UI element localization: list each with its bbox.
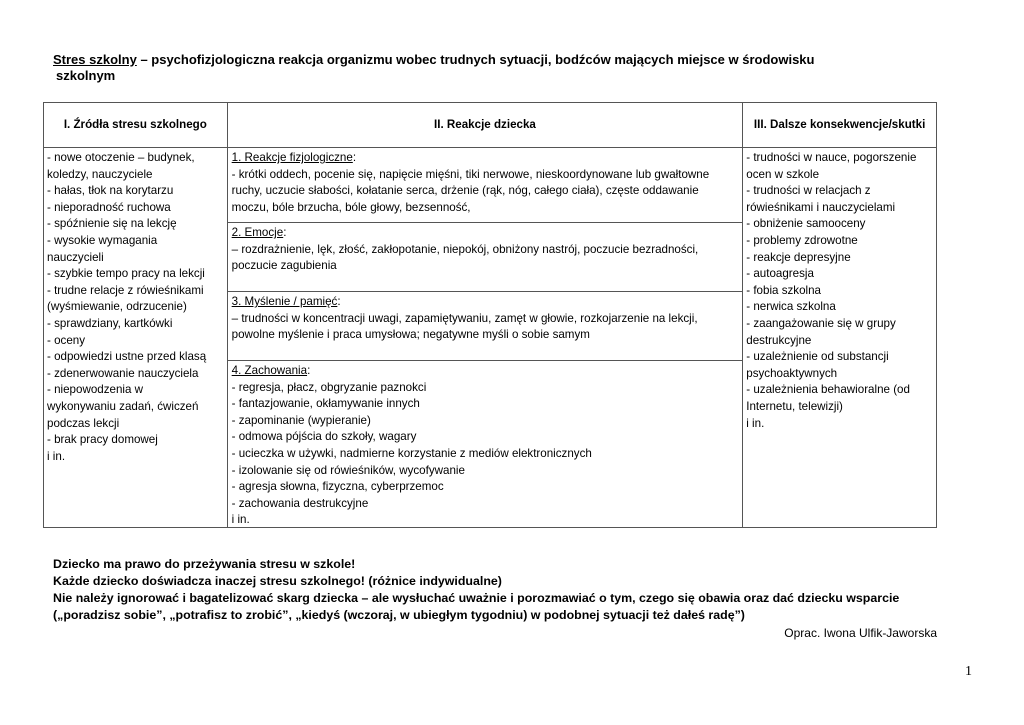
reaction-heading: 2. Emocje — [231, 226, 284, 239]
reaction-behaviour: 4. Zachowania: - regresja, płacz, obgryzanie paznokci - fantazjowanie, okłamywanie innych - zapominanie (wypieranie) - odmowa pójścia do szkoły, wagary - ucieczka w używki, nadmierne korzystanie z mediów elektronicznych - izolowanie się od rówieśników, wycofywanie - agresja słowna, fizyczna, cyberprzemoc - zachowania destrukcyjne i in. — [228, 361, 743, 527]
footer-notes — [53, 556, 953, 624]
reaction-physiological: 1. Reakcje fizjologiczne: - krótki oddech, pocenie się, napięcie mięśni, tiki nerwowe, nieskoordynowane lub gwałtowne ruchy, uczucie słabości, kołatanie serca, drżenie (rąk, nóg, całego ciała), częste oddawanie moczu, bóle brzucha, bóle głowy, bezsenność, — [228, 148, 743, 223]
reaction-thinking: 3. Myślenie / pamięć: – trudności w koncentracji uwagi, zapamiętywaniu, zamęt w głowie, rozkojarzenie na lekcji, powolne myślenie i praca umysłowa; negatywne myśli o sobie samym — [228, 292, 743, 361]
author-credit: Oprac. Iwona Ulfik-Jaworska — [784, 626, 937, 640]
reaction-heading: 3. Myślenie / pamięć — [231, 295, 338, 308]
footer-line: Każde dziecko doświadcza inaczej stresu szkolnego! (różnice indywidualne) — [53, 574, 502, 588]
reactions-cell — [227, 148, 743, 528]
consequences-list: - trudności w nauce, pogorszenie ocen w szkole - trudności w relacjach z rówieśnikami i nauczycielami - obniżenie samooceny - problemy zdrowotne - reakcje depresyjne - autoagresja - fobia szkolna - nerwica szkolna - zaangażowanie się w grupy destrukcyjne - uzależnienie od substancji psychoaktywnych - uzależnienia behawioralne (od Internetu, telewizji) i in. — [746, 151, 917, 430]
footer-line: Nie należy ignorować i bagatelizować skarg dziecka – ale wysłuchać uważnie i porozmawiać o tym, czego się obawia oraz dać dziecku wsparcie („poradzisz sobie”, „potrafisz to zrobić”, „kiedyś (wczoraj, w ubiegłym tygodniu) w podobnej sytuacji też dałeś radę”) — [53, 591, 900, 622]
stress-table — [43, 102, 937, 528]
table-row — [44, 148, 937, 528]
sources-cell — [44, 148, 228, 528]
header-sources: I. Źródła stresu szkolnego — [44, 103, 228, 148]
reaction-text: – trudności w koncentracji uwagi, zapamiętywaniu, zamęt w głowie, rozkojarzenie na lekcji, powolne myślenie i praca umysłowa; negatywne myśli o sobie samym — [231, 311, 698, 342]
table-header-row — [44, 103, 937, 148]
reaction-emotions: 2. Emocje: – rozdrażnienie, lęk, złość, zakłopotanie, niepokój, obniżony nastrój, poczucie bezradności, poczucie zagubienia — [228, 223, 743, 292]
reaction-text: – rozdrażnienie, lęk, złość, zakłopotanie, niepokój, obniżony nastrój, poczucie bezradności, poczucie zagubienia — [231, 242, 699, 273]
title-definition: – psychofizjologiczna reakcja organizmu wobec trudnych sytuacji, bodźców mających miejsce w środowisku — [136, 52, 815, 67]
reaction-text: - krótki oddech, pocenie się, napięcie mięśni, tiki nerwowe, nieskoordynowane lub gwałtowne ruchy, uczucie słabości, kołatanie serca, drżenie (rąk, nóg, całego ciała), częste oddawanie moczu, bóle brzucha, bóle głowy, bezsenność, — [231, 167, 710, 214]
reaction-text: - regresja, płacz, obgryzanie paznokci - fantazjowanie, okłamywanie innych - zapominanie (wypieranie) - odmowa pójścia do szkoły, wagary - ucieczka w używki, nadmierne korzystanie z mediów elektronicznych - izolowanie się od rówieśników, wycofywanie - agresja słowna, fizyczna, cyberprzemoc - zachowania destrukcyjne i in. — [231, 380, 592, 527]
page-number: 1 — [965, 664, 972, 679]
sources-list: - nowe otoczenie – budynek, koledzy, nauczyciele - hałas, tłok na korytarzu - nieporadność ruchowa - spóźnienie się na lekcję - wysokie wymagania nauczycieli - szybkie tempo pracy na lekcji - trudne relacje z rówieśnikami (wyśmiewanie, odrzucenie) - sprawdziany, kartkówki - oceny - odpowiedzi ustne przed klasą - zdenerwowanie nauczyciela - niepowodzenia w wykonywaniu zadań, ćwiczeń podczas lekcji - brak pracy domowej i in. — [47, 151, 207, 463]
header-consequences: III. Dalsze konsekwencje/skutki — [743, 103, 937, 148]
page-title — [53, 52, 953, 84]
footer-line: Dziecko ma prawo do przeżywania stresu w szkole! — [53, 557, 356, 571]
reaction-heading: 4. Zachowania — [231, 364, 308, 377]
title-term: Stres szkolny — [53, 52, 137, 67]
title-continuation: szkolnym — [56, 68, 116, 83]
consequences-cell — [743, 148, 937, 528]
reaction-heading: 1. Reakcje fizjologiczne — [231, 151, 353, 164]
header-reactions: II. Reakcje dziecka — [227, 103, 743, 148]
